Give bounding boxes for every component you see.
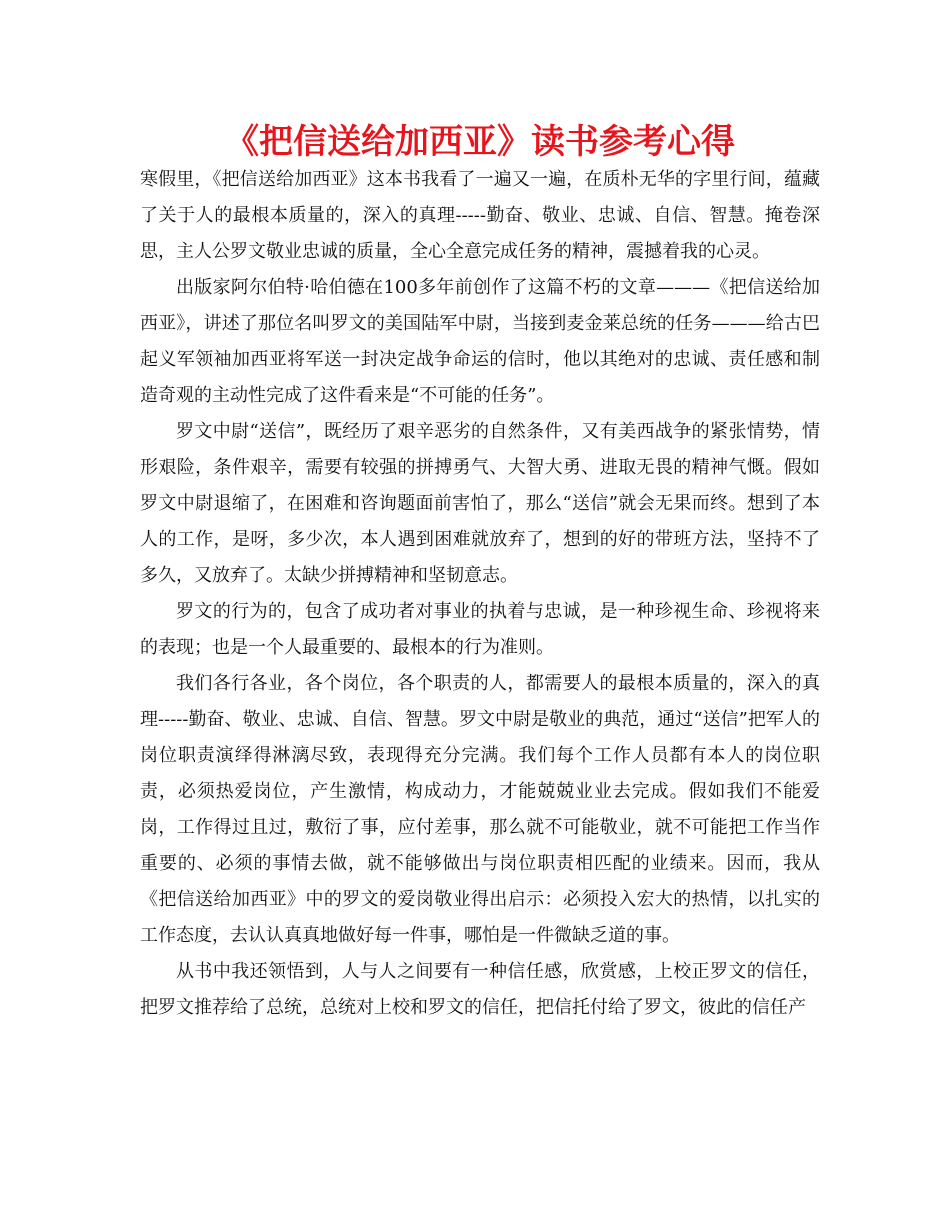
paragraph-4: 罗文的行为的，包含了成功者对事业的执着与忠诚，是一种珍视生命、珍视将来的表现；也是一个人最重要的、最根本的行为准则。 [140, 601, 820, 658]
document-title: 《把信送给加西亚》读书参考心得 [225, 122, 735, 162]
paragraph-1: 寒假里，《把信送给加西亚》这本书我看了一遍又一遍，在质朴无华的字里行间，蕴藏了关于人的最根本质量的，深入的真理-----勤奋、敬业、忠诚、自信、智慧。掩卷深思，主人公罗文敬业忠诚的质量，全心全意完成任务的精神，震撼着我的心灵。 [140, 169, 820, 262]
paragraph-3: 罗文中尉“送信”，既经历了艰辛恶劣的自然条件，又有美西战争的紧张情势，情形艰险，条件艰辛，需要有较强的拼搏勇气、大智大勇、进取无畏的精神气慨。假如罗文中尉退缩了，在困难和咨询题面前害怕了，那么“送信”就会无果而终。想到了本人的工作，是呀，多少次，本人遇到困难就放弃了，想到的好的带班方法，坚持不了多久，又放弃了。太缺少拼搏精神和坚韧意志。 [140, 421, 820, 586]
paragraph-2: 出版家阿尔伯特·哈伯德在100多年前创作了这篇不朽的文章———《把信送给加西亚》，讲述了那位名叫罗文的美国陆军中尉，当接到麦金莱总统的任务———给古巴起义军领袖加西亚将军送一封决定战争命运的信时，他以其绝对的忠诚、责任感和制造奇观的主动性完成了这件看来是“不可能的任务”。 [140, 277, 820, 406]
paragraph-6: 从书中我还领悟到，人与人之间要有一种信任感，欣赏感，上校正罗文的信任，把罗文推荐给了总统，总统对上校和罗文的信任，把信托付给了罗文，彼此的信任产 [140, 961, 820, 1018]
document-body [140, 162, 820, 1026]
paragraph-5: 我们各行各业，各个岗位，各个职责的人，都需要人的最根本质量的，深入的真理-----勤奋、敬业、忠诚、自信、智慧。罗文中尉是敬业的典范，通过“送信”把军人的岗位职责演绎得淋漓尽致，表现得充分完满。我们每个工作人员都有本人的岗位职责，必须热爱岗位，产生激情，构成动力，才能兢兢业业去完成。假如我们不能爱岗，工作得过且过，敷衍了事，应付差事，那么就不可能敬业，就不可能把工作当作重要的、必须的事情去做，就不能够做出与岗位职责相匹配的业绩来。因而，我从《把信送给加西亚》中的罗文的爱岗敬业得出启示：必须投入宏大的热情，以扎实的工作态度，去认认真真地做好每一件事，哪怕是一件微缺乏道的事。 [140, 673, 820, 946]
